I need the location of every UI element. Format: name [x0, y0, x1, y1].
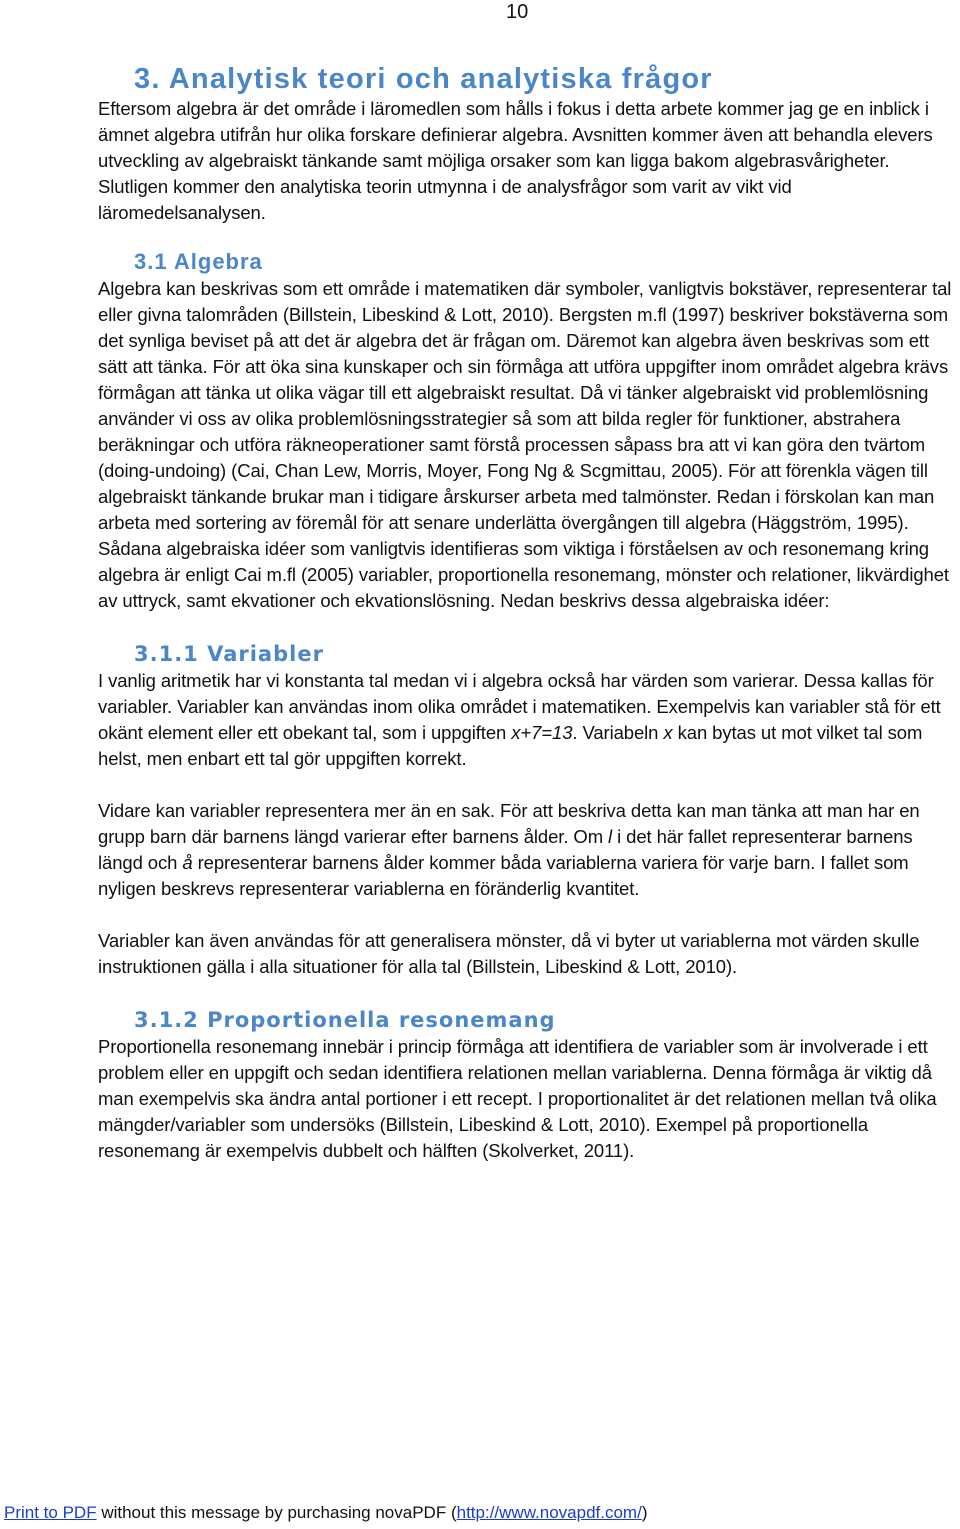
variabler-paragraph-3: Variabler kan även användas för att generalisera mönster, då vi byter ut variablerna mot värden skulle instruktionen gälla i alla situationer för alla tal (Billstein, Libeskind & Lott, 2010).: [98, 930, 920, 977]
variabler-heading: 3.1.1 Variabler: [134, 642, 324, 666]
variabler-paragraph-2: Vidare kan variabler representera mer än en sak. För att beskriva detta kan man tänka att man har en grupp barn där barnens längd varierar efter barnens ålder. Om l i det här fallet representerar barnens längd och å representerar barnens ålder kommer båda variablerna variera för varje barn. I fallet som nyligen beskrevs representerar variablerna en föränderlig kvantitet.: [98, 800, 920, 899]
novapdf-footer: Print to PDF without this message by purchasing novaPDF (http://www.novapdf.com/): [4, 1503, 648, 1522]
proportionella-paragraph: Proportionella resonemang innebär i princip förmåga att identifiera de variabler som är involverade i ett problem eller en uppgift och sedan identifiera relationen mellan variablerna. Denna förmåga är viktig då man exempelvis ska ändra antal portioner i ett recept. I proportionalitet är det relationen mellan två olika mängder/variabler som undersöks (Billstein, Libeskind & Lott, 2010). Exempel på proportionella resonemang är exempelvis dubbelt och hälften (Skolverket, 2011).: [98, 1036, 937, 1161]
algebra-heading: 3.1 Algebra: [134, 249, 263, 274]
proportionella-heading: 3.1.2 Proportionella resonemang: [134, 1008, 556, 1032]
equation-expression: x+7=13: [511, 722, 573, 743]
algebra-paragraph: Algebra kan beskrivas som ett område i matematiken där symboler, vanligtvis bokstäver, representerar tal eller givna talområden (Billstein, Libeskind & Lott, 2010). Bergsten m.fl (1997) beskriver bokstäverna som det synliga beviset på att det är algebra det är frågan om. Däremot kan algebra även beskrivas som ett sätt att tänka. För att öka sina kunskaper och sin förmåga att utföra uppgifter inom området algebra krävs förmågan att tänka ut olika vägar till ett algebraiskt resultat. Då vi tänker algebraiskt vid problemlösning använder vi oss av olika problemlösningsstrategier så som att bilda regler för funktioner, abstrahera beräkningar och utföra räkneoperationer samt förstå processen såpass bra att vi kan göra den tvärtom (doing-undoing) (Cai, Chan Lew, Morris, Moyer, Fong Ng & Scgmittau, 2005). För att förenkla vägen till algebraiskt tänkande brukar man i tidigare årskurser arbeta med talmönster. Redan i förskolan kan man arbeta med sortering av föremål för att senare underlätta övergången till algebra (Häggström, 1995). Sådana algebraiska idéer som vanligtvis identifieras som viktiga i förståelsen av och resonemang kring algebra är enligt Cai m.fl (2005) variabler, proportionella resonemang, mönster och relationer, likvärdighet av uttryck, samt ekvationer och ekvationslösning. Nedan beskrivs dessa algebraiska idéer:: [98, 278, 952, 611]
page-number: 10: [506, 1, 529, 23]
novapdf-url-link[interactable]: http://www.novapdf.com/: [456, 1503, 642, 1522]
variabler-paragraph-1: I vanlig aritmetik har vi konstanta tal medan vi i algebra också har värden som varierar. Dessa kallas för variabler. Variabler kan användas inom olika området i matematiken. Exempelvis kan variabler stå för ett okänt element eller ett obekant tal, som i uppgiften x+7=13. Variabeln x kan bytas ut mot vilket tal som helst, men enbart ett tal gör uppgiften korrekt.: [98, 670, 941, 769]
footer-text: without this message by purchasing novaPDF (: [96, 1503, 457, 1522]
variable-a: å: [182, 852, 193, 873]
variable-l: l: [608, 826, 613, 847]
document-body: [98, 62, 960, 1164]
section-intro-paragraph: Eftersom algebra är det område i läromedlen som hålls i fokus i detta arbete kommer jag ge en inblick i ämnet algebra utifrån hur olika forskare definierar algebra. Avsnitten kommer även att behandla elevers utveckling av algebraiskt tänkande samt möjliga orsaker som kan ligga bakom algebrasvårigheter. Slutligen kommer den analytiska teorin utmynna i de analysfrågor som varit av vikt vid läromedelsanalysen.: [98, 98, 933, 223]
print-to-pdf-link[interactable]: Print to PDF: [4, 1503, 97, 1522]
variable-x: x: [663, 722, 673, 743]
section-heading: 3. Analytisk teori och analytiska frågor: [134, 63, 713, 95]
